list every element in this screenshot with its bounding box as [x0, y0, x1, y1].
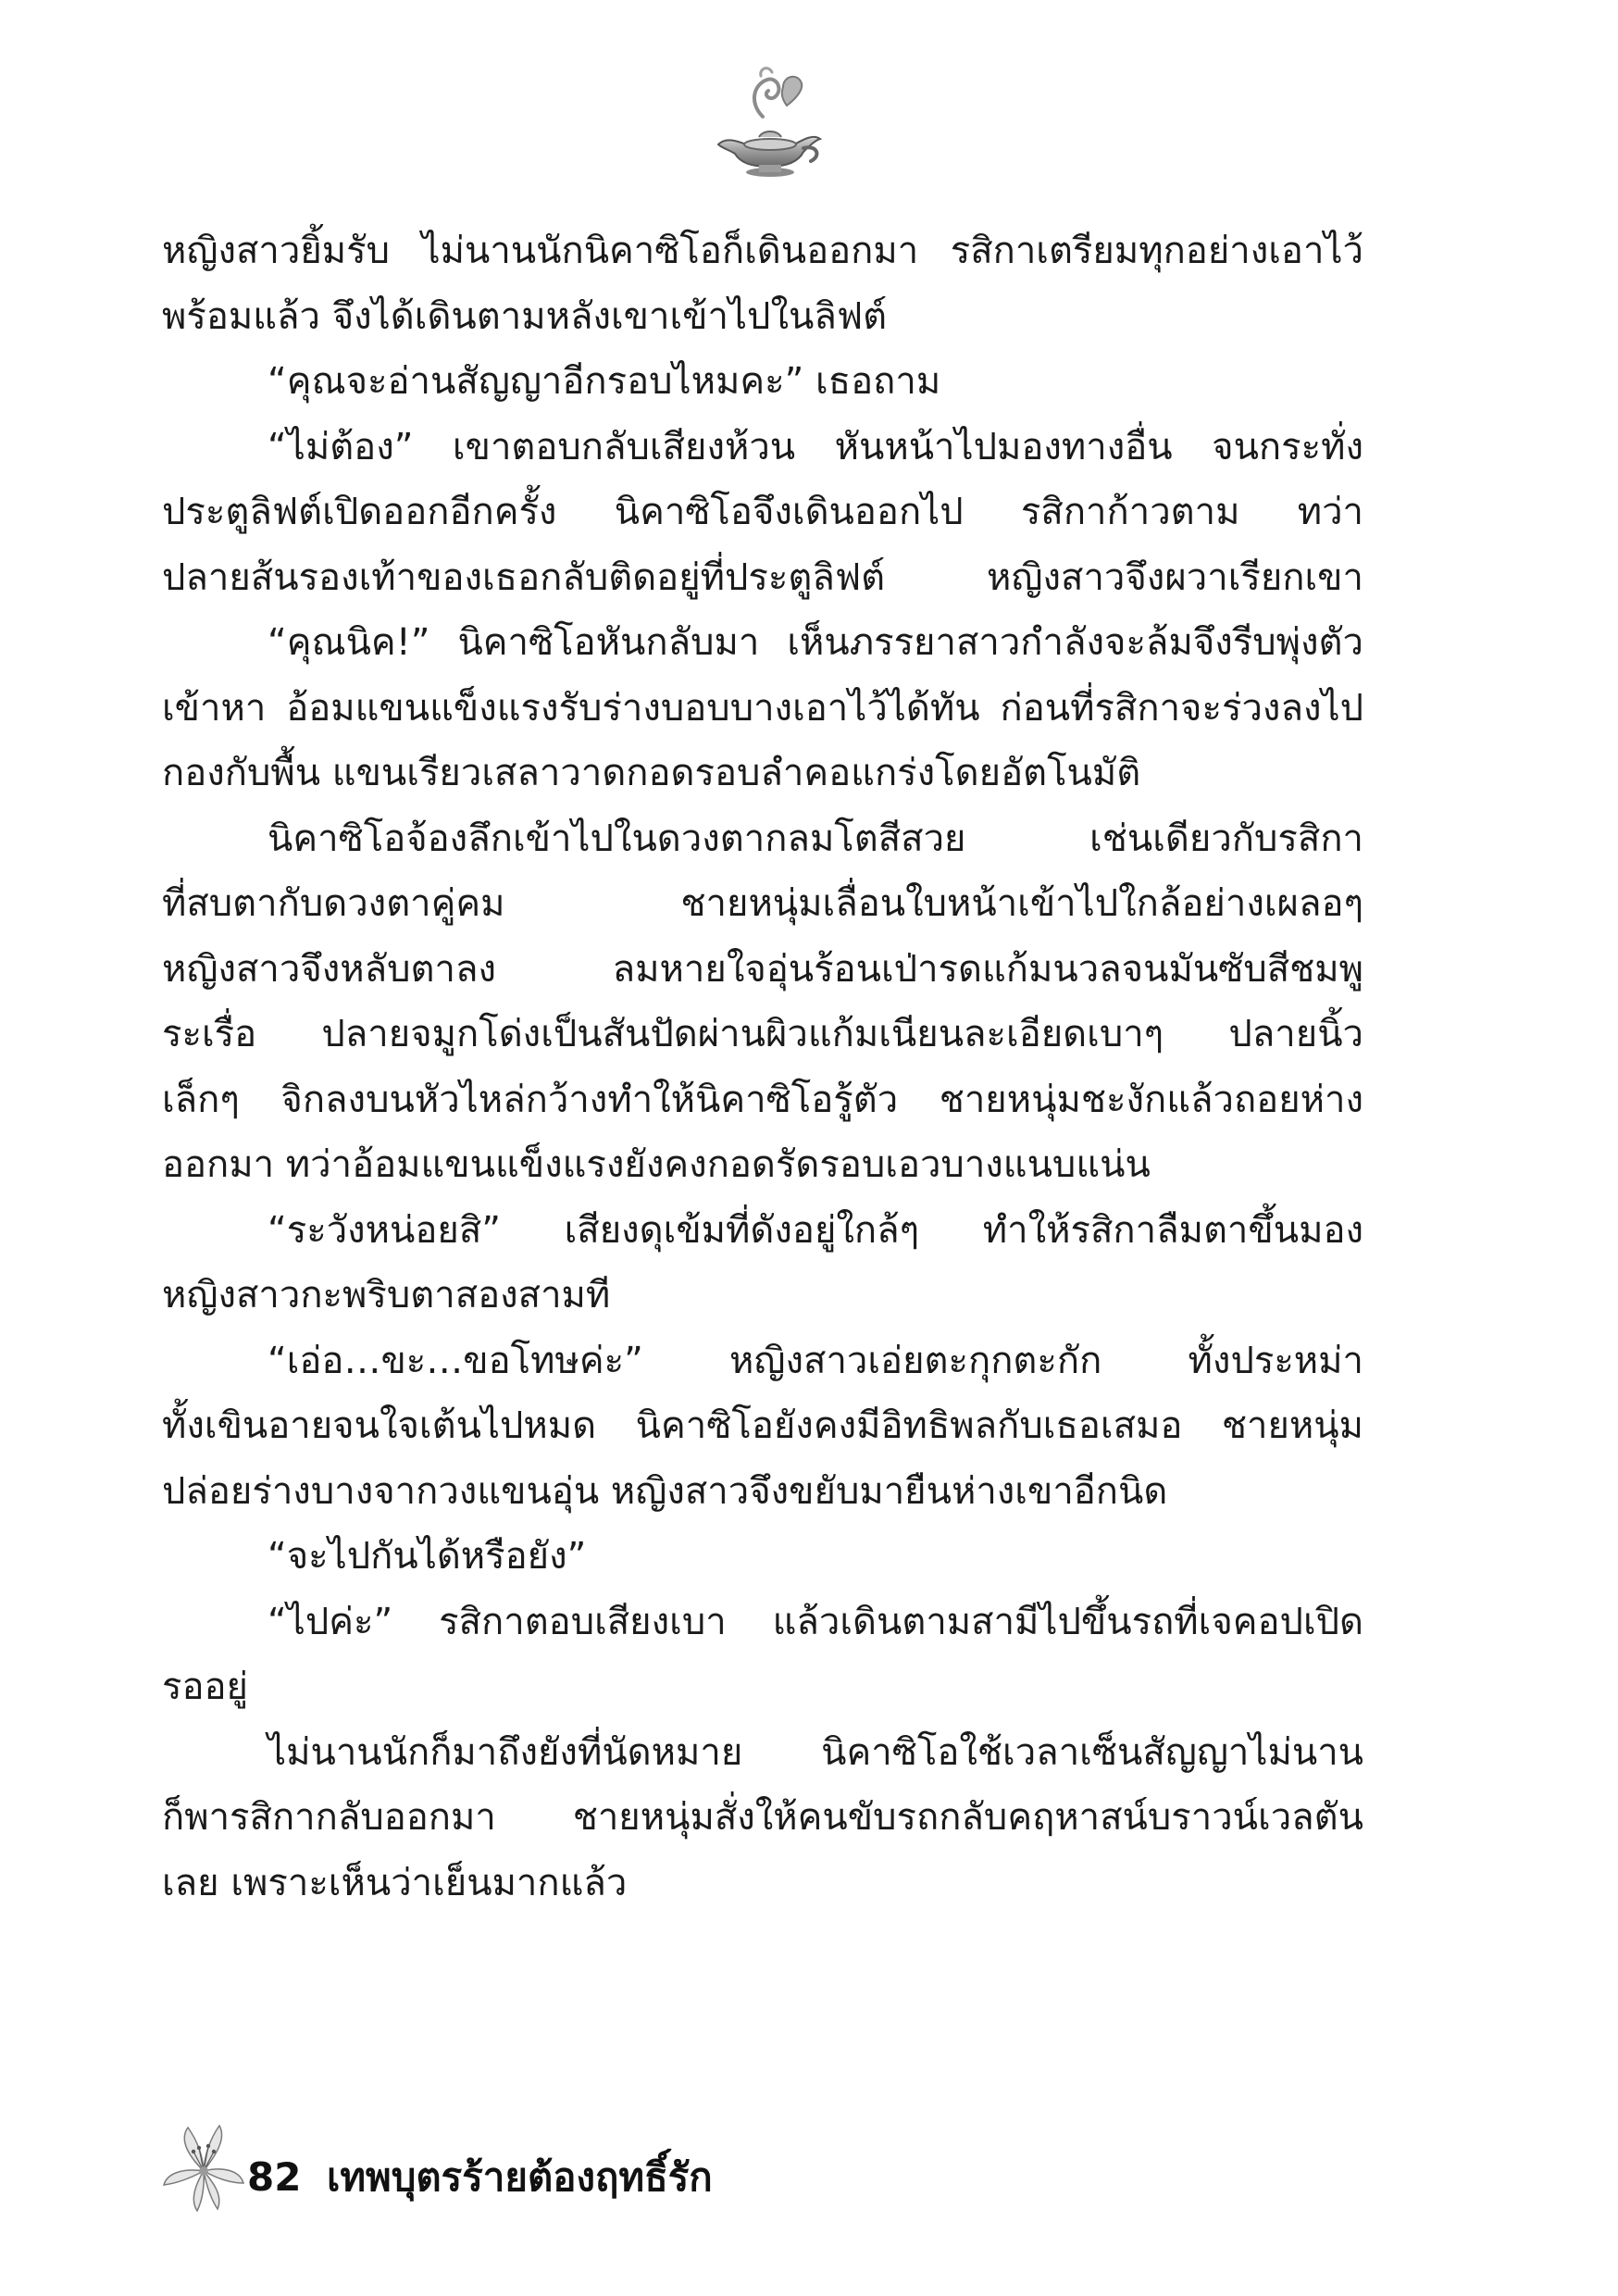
text-line: ที่สบตากับดวงตาคู่คม ชายหนุ่มเลื่อนใบหน้าเข้าไปใกล้อย่างเผลอๆ — [162, 882, 1363, 925]
lily-flower-icon — [162, 2120, 245, 2213]
text-line: ทั้งเขินอายจนใจเต้นไปหมด นิคาซิโอยังคงมีอิทธิพลกับเธอเสมอ ชายหนุ่ม — [162, 1404, 1363, 1447]
genie-lamp-icon — [698, 52, 837, 191]
text-line: พร้อมแล้ว จึงได้เดินตามหลังเขาเข้าไปในลิฟต์ — [162, 294, 888, 338]
text-line: กองกับพื้น แขนเรียวเสลาวาดกอดรอบลำคอแกร่งโดยอัตโนมัติ — [162, 752, 1141, 794]
text-line: นิคาซิโอจ้องลึกเข้าไปในดวงตากลมโตสีสวย เช่นเดียวกับรสิกา — [268, 817, 1363, 860]
text-line: “คุณจะอ่านสัญญาอีกรอบไหมคะ” เธอถาม — [268, 360, 941, 403]
text-line: รออยู่ — [162, 1666, 248, 1708]
text-line: ก็พารสิกากลับออกมา ชายหนุ่มสั่งให้คนขับรถกลับคฤหาสน์บราวน์เวลตัน — [162, 1796, 1363, 1839]
text-line: “เอ่อ…ขะ…ขอโทษค่ะ” หญิงสาวเอ่ยตะกุกตะกัก ทั้งประหม่า — [268, 1339, 1363, 1382]
text-line: “คุณนิค!” นิคาซิโอหันกลับมา เห็นภรรยาสาวกำลังจะล้มจึงรีบพุ่งตัว — [268, 621, 1363, 664]
page-number: 82 — [247, 2154, 302, 2200]
text-line: หญิงสาวกะพริบตาสองสามที — [162, 1274, 611, 1316]
text-line: ไม่นานนักก็มาถึงยังที่นัดหมาย นิคาซิโอใช้เวลาเซ็นสัญญาไม่นาน — [268, 1730, 1363, 1774]
text-line: ระเรื่อ ปลายจมูกโด่งเป็นสันปัดผ่านผิวแก้มเนียนละเอียดเบาๆ ปลายนิ้ว — [162, 1013, 1363, 1055]
text-line: “ระวังหน่อยสิ” เสียงดุเข้มที่ดังอยู่ใกล้ๆ ทำให้รสิกาลืมตาขึ้นมอง — [268, 1208, 1363, 1252]
text-line: เข้าหา อ้อมแขนแข็งแรงรับร่างบอบบางเอาไว้ได้ทัน ก่อนที่รสิกาจะร่วงลงไป — [162, 686, 1363, 730]
text-line: “ไม่ต้อง” เขาตอบกลับเสียงห้วน หันหน้าไปมองทางอื่น จนกระทั่ง — [268, 425, 1363, 468]
text-line: ออกมา ทว่าอ้อมแขนแข็งแรงยังคงกอดรัดรอบเอวบางแนบแน่น — [162, 1143, 1151, 1186]
text-line: เลย เพราะเห็นว่าเย็นมากแล้ว — [162, 1861, 628, 1904]
text-line: หญิงสาวจึงหลับตาลง ลมหายใจอุ่นร้อนเป่ารดแก้มนวลจนมันซับสีชมพู — [162, 947, 1363, 991]
text-line: ปล่อยร่างบางจากวงแขนอุ่น หญิงสาวจึงขยับมายืนห่างเขาอีกนิด — [162, 1469, 1168, 1513]
text-line: หญิงสาวยิ้มรับ ไม่นานนักนิคาซิโอก็เดินออกมา รสิกาเตรียมทุกอย่างเอาไว้ — [162, 230, 1363, 272]
page-footer — [162, 2120, 995, 2222]
text-line: “ไปค่ะ” รสิกาตอบเสียงเบา แล้วเดินตามสามีไปขึ้นรถที่เจคอปเปิด — [268, 1600, 1363, 1643]
text-line: ปลายส้นรองเท้าของเธอกลับติดอยู่ที่ประตูลิฟต์ หญิงสาวจึงผวาเรียกเขา — [162, 555, 1363, 599]
body-text — [162, 218, 1363, 1915]
text-line: “จะไปกันได้หรือยัง” — [268, 1535, 587, 1578]
text-line: ประตูลิฟต์เปิดออกอีกครั้ง นิคาซิโอจึงเดินออกไป รสิกาก้าวตาม ทว่า — [162, 491, 1363, 533]
book-title: เทพบุตรร้ายต้องฤทธิ์รัก — [327, 2154, 713, 2200]
text-line: เล็กๆ จิกลงบนหัวไหล่กว้างทำให้นิคาซิโอรู้ตัว ชายหนุ่มชะงักแล้วถอยห่าง — [162, 1078, 1363, 1121]
